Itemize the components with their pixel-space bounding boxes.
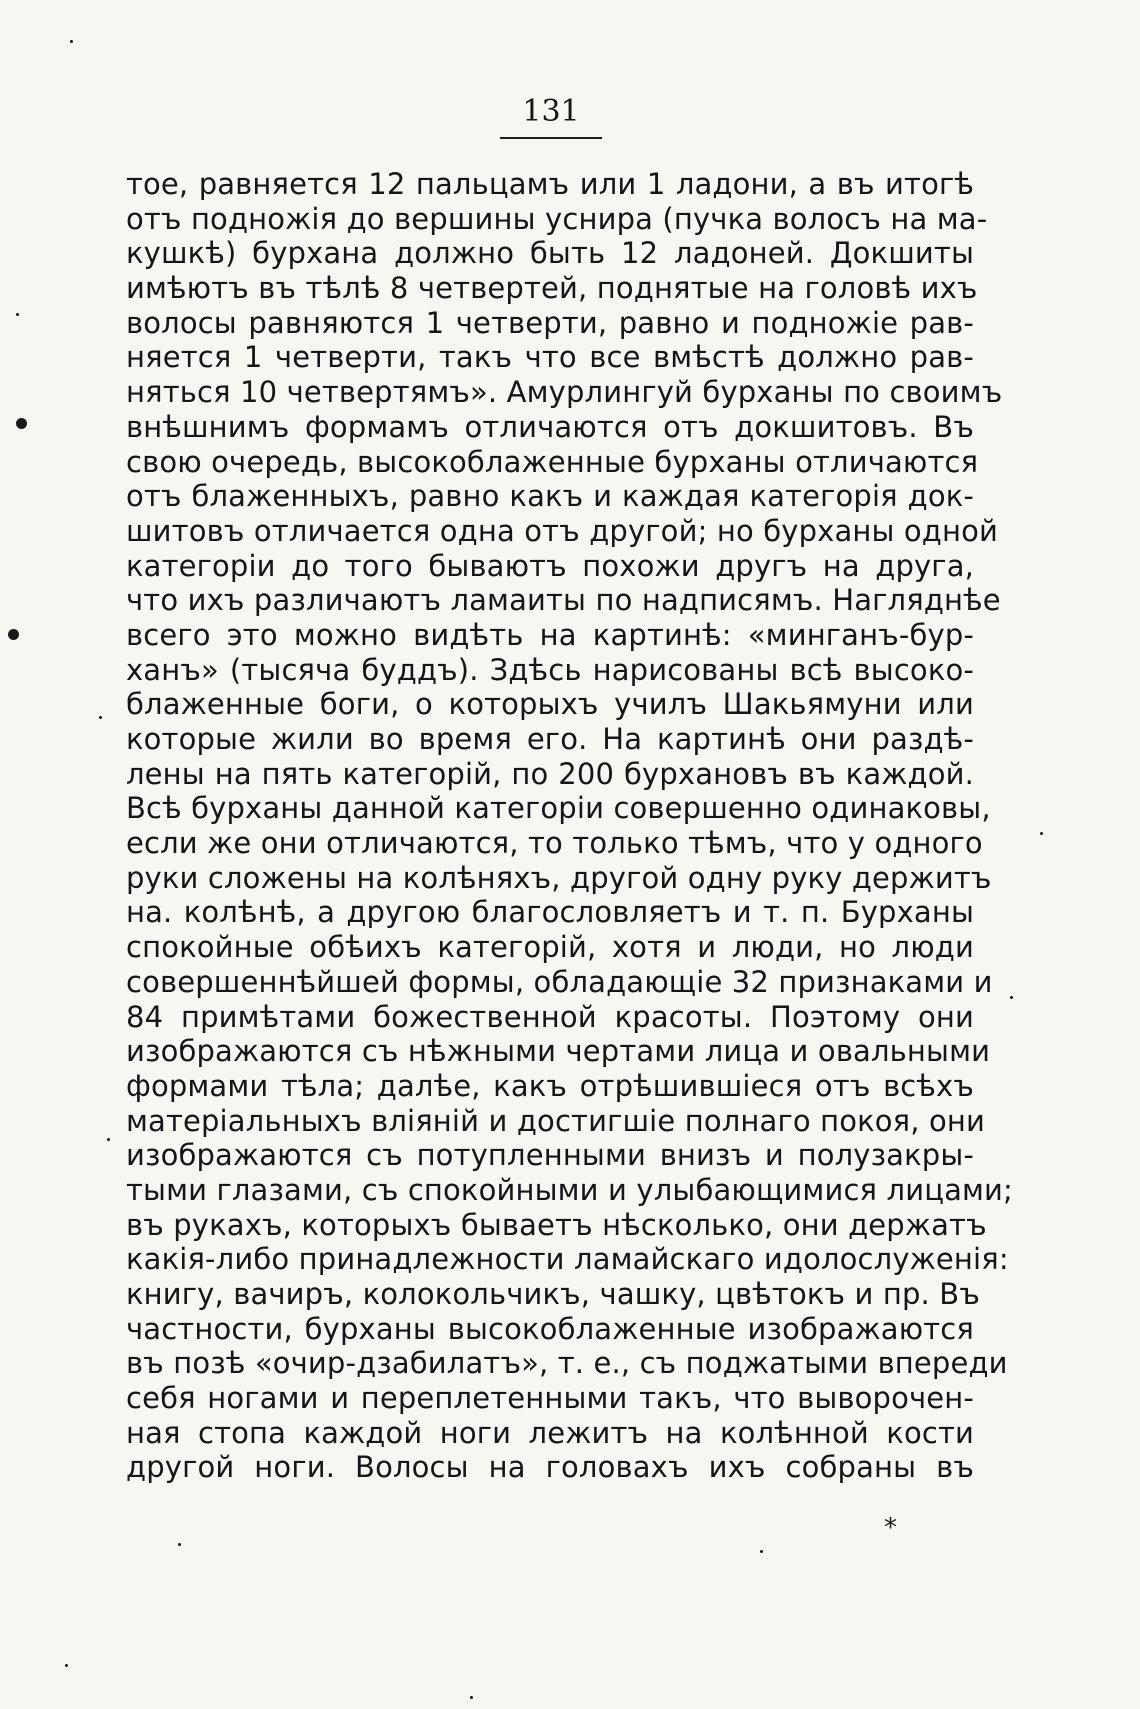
page-number-rule — [500, 137, 602, 139]
text-line: спокойные обѣихъ категорій, хотя и люди, но люди — [126, 930, 974, 965]
text-line: какія-либо принадлежности ламайскаго идолослуженія: — [126, 1242, 1009, 1277]
text-line: книгу, вачиръ, колокольчикъ, чашку, цвѣтокъ и пр. Въ — [126, 1277, 980, 1311]
scan-speck — [70, 40, 73, 43]
scan-speck — [107, 1138, 110, 1141]
body-text — [126, 167, 1013, 1485]
scan-speck — [16, 313, 19, 316]
text-line: тое, равняется 12 пальцамъ или 1 ладони, а въ итогѣ — [126, 167, 974, 201]
text-line: волосы равняются 1 четверти, равно и подножіе рав- — [126, 305, 974, 340]
text-line: тыми глазами, съ спокойными и улыбающимися лицами; — [126, 1172, 1013, 1207]
page-number: 131 — [522, 94, 580, 129]
text-line: всего это можно видѣть на картинѣ: «минганъ-бур- — [126, 617, 974, 652]
text-line: ханъ» (тысяча буддъ). Здѣсь нарисованы всѣ высоко- — [126, 652, 974, 687]
scan-speck — [470, 1696, 473, 1699]
text-line: 84 примѣтами божественной красоты. Поэтому они — [126, 999, 974, 1034]
text-line: внѣшнимъ формамъ отличаются отъ докшитовъ. Въ — [126, 409, 974, 444]
text-line: руки сложены на колѣняхъ, другой одну руку держитъ — [126, 860, 992, 895]
text-line: блаженные боги, о которыхъ училъ Шакьямуни или — [126, 687, 974, 722]
text-line: няться 10 четвертямъ». Амурлингуй бурханы по своимъ — [126, 375, 1003, 410]
text-line: изображаются съ потупленными внизъ и полузакры- — [126, 1138, 974, 1173]
scan-speck — [1040, 832, 1043, 835]
scan-speck — [8, 629, 19, 640]
text-line: свою очередь, высокоблаженные бурханы отличаются — [126, 444, 979, 479]
scan-speck — [99, 716, 102, 719]
text-line: если же они отличаются, то только тѣмъ, что у одного — [126, 826, 983, 861]
scan-speck — [178, 1543, 181, 1546]
text-line: другой ноги. Волосы на головахъ ихъ собраны въ — [126, 1450, 974, 1485]
scan-speck — [1010, 996, 1013, 999]
text-line: лены на пять категорій, по 200 бурхановъ въ каждой. — [126, 756, 974, 791]
text-line: категоріи до того бываютъ похожи другъ на друга, — [126, 548, 974, 583]
scan-speck — [760, 1550, 763, 1553]
text-line: себя ногами и переплетенными такъ, что выворочен- — [126, 1381, 974, 1416]
text-line: отъ блаженныхъ, равно какъ и каждая категорія док- — [126, 479, 974, 514]
text-line: въ рукахъ, которыхъ бываетъ нѣсколько, они держатъ — [126, 1207, 987, 1242]
text-line: кушкѣ) бурхана должно быть 12 ладоней. Докшиты — [126, 236, 974, 271]
text-line: что ихъ различаютъ ламаиты по надписямъ. Нагляднѣе — [126, 583, 1001, 618]
text-line: имѣютъ въ тѣлѣ 8 четвертей, поднятые на головѣ ихъ — [126, 271, 978, 306]
text-line: въ позѣ «очир-дзабилатъ», т. е., съ поджатыми впереди — [126, 1346, 1008, 1381]
text-line: совершеннѣйшей формы, обладающіе 32 признаками и — [126, 964, 993, 999]
text-line: отъ подножія до вершины уснира (пучка волосъ на ма- — [126, 201, 988, 236]
text-line: которые жили во время его. На картинѣ они раздѣ- — [126, 722, 974, 756]
scan-speck — [65, 1664, 68, 1667]
text-line: формами тѣла; далѣе, какъ отрѣшившіеся отъ всѣхъ — [126, 1068, 974, 1103]
footer-asterisk: * — [884, 1513, 897, 1543]
text-line: изображаются съ нѣжными чертами лица и овальными — [126, 1034, 991, 1069]
text-line: на. колѣнѣ, а другою благословляетъ и т. п. Бурханы — [126, 895, 974, 930]
scan-speck — [16, 418, 27, 429]
text-line: ная стопа каждой ноги лежитъ на колѣнной кости — [126, 1415, 974, 1450]
text-line: матеріальныхъ вліяній и достигшіе полнаго покоя, они — [126, 1103, 985, 1138]
text-line: частности, бурханы высокоблаженные изображаются — [126, 1311, 974, 1346]
text-line: Всѣ бурханы данной категоріи совершенно одинаковы, — [126, 791, 991, 826]
text-line: шитовъ отличается одна отъ другой; но бурханы одной — [126, 513, 998, 548]
text-line: няется 1 четверти, такъ что все вмѣстѣ должно рав- — [126, 340, 974, 375]
